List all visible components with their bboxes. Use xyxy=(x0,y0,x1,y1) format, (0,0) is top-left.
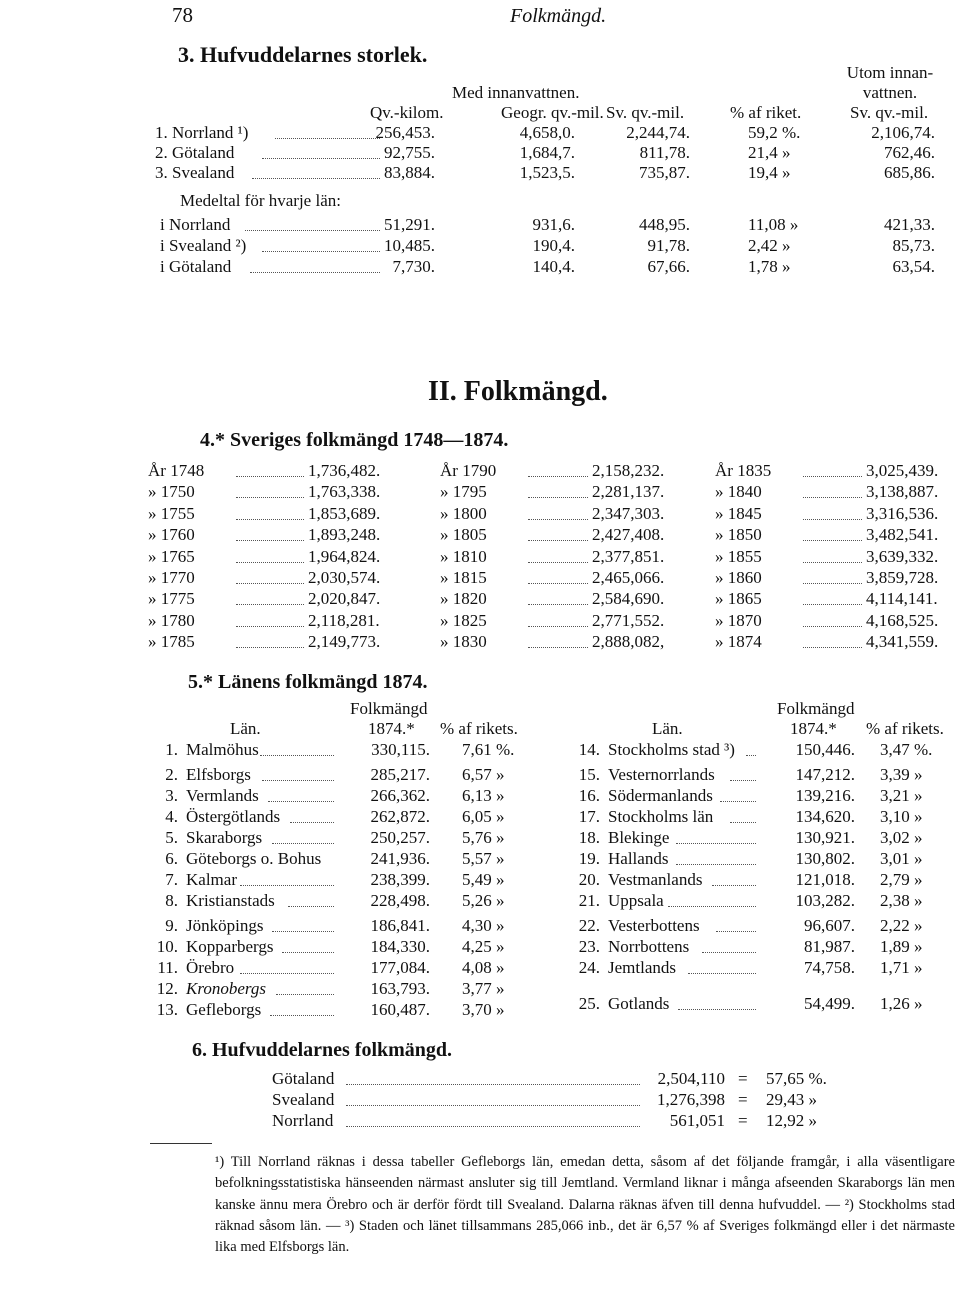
lan-pct: 2,22 » xyxy=(880,916,923,935)
head-lan-left: Län. xyxy=(230,719,261,738)
year-label: » 1770 xyxy=(148,568,195,587)
cell-qv-kilom: 83,884. xyxy=(384,163,435,182)
lan-name: Göteborgs o. Bohus xyxy=(186,849,322,868)
lan-pct: 3,47 %. xyxy=(880,740,933,759)
lan-name: Hallands xyxy=(608,849,669,868)
lan-number: 4. xyxy=(165,807,178,826)
year-label: » 1865 xyxy=(715,589,762,609)
leader-dots xyxy=(236,497,304,498)
leader-dots xyxy=(236,519,304,520)
year-label: » 1840 xyxy=(715,482,762,502)
year-label: » 1815 xyxy=(440,568,487,587)
equals-sign: = xyxy=(738,1069,748,1088)
year-label: » 1805 xyxy=(440,525,487,545)
lan-population: 96,607. xyxy=(804,916,855,935)
leader-dots xyxy=(803,540,862,541)
equals-sign: = xyxy=(738,1111,748,1130)
region-population: 2,504,110 xyxy=(657,1069,725,1088)
region-name: Norrland xyxy=(272,1111,334,1130)
footnote-rule xyxy=(150,1143,212,1144)
lan-population: 241,936. xyxy=(370,849,430,868)
leader-dots xyxy=(676,843,756,844)
cell-utom-sv-qv-mil: 2,106,74. xyxy=(871,123,935,142)
population-value: 2,158,232. xyxy=(592,461,665,480)
lan-pct: 5,26 » xyxy=(462,891,505,910)
leader-dots xyxy=(236,583,304,584)
population-value: 3,316,536. xyxy=(866,503,939,523)
leader-dots xyxy=(346,1084,640,1085)
lan-name: Kronobergs xyxy=(186,979,266,998)
lan-pct: 3,70 » xyxy=(462,1000,505,1019)
lan-population: 81,987. xyxy=(804,937,855,956)
cell-utom-sv-qv-mil: 762,46. xyxy=(884,143,935,162)
lan-name: Elfsborgs xyxy=(186,765,251,784)
lan-name: Stockholms län xyxy=(608,807,714,826)
leader-dots xyxy=(803,476,862,477)
leader-dots xyxy=(676,864,756,865)
cell-geogr-qv-mil: 140,4. xyxy=(532,257,575,276)
year-label: » 1850 xyxy=(715,525,762,545)
lan-name: Gefleborgs xyxy=(186,1000,262,1019)
population-value: 2,465,066. xyxy=(592,568,665,587)
lan-population: 262,872. xyxy=(370,807,430,826)
head-year-right: 1874.* xyxy=(790,719,837,738)
running-title: Folkmängd. xyxy=(510,5,607,27)
lan-name: Vesternorrlands xyxy=(608,765,715,784)
lan-pct: 3,01 » xyxy=(880,849,923,868)
cell-pct-riket: 21,4 » xyxy=(748,143,791,162)
year-label: » 1785 xyxy=(148,632,195,652)
year-label: » 1874 xyxy=(715,632,762,652)
head-year-left: 1874.* xyxy=(368,719,415,738)
column-header: Sv. qv.-mil. xyxy=(850,103,929,122)
lan-name: Örebro xyxy=(186,958,235,977)
lan-population: 266,362. xyxy=(370,786,430,805)
year-label: » 1800 xyxy=(440,503,487,523)
cell-sv-qv-mil: 91,78. xyxy=(647,236,690,255)
lan-population: 177,084. xyxy=(370,958,430,977)
leader-dots xyxy=(528,519,588,520)
cell-pct-riket: 11,08 » xyxy=(748,215,799,234)
lan-population: 134,620. xyxy=(795,807,855,826)
lan-pct: 5,49 » xyxy=(462,870,505,889)
lan-number: 23. xyxy=(578,937,600,956)
year-label: » 1775 xyxy=(148,589,195,609)
leader-dots xyxy=(668,906,756,907)
lan-pct: 3,39 » xyxy=(880,765,923,784)
lan-number: 14. xyxy=(578,740,600,759)
population-value: 1,893,248. xyxy=(308,525,381,545)
population-value: 1,736,482. xyxy=(308,461,381,480)
leader-dots xyxy=(803,583,862,584)
year-label: » 1760 xyxy=(148,525,195,545)
lan-pct: 5,76 » xyxy=(462,828,505,847)
lan-pct: 3,21 » xyxy=(880,786,923,805)
header-med-innanvattnen: Med innanvattnen. xyxy=(452,83,580,102)
leader-dots xyxy=(236,647,304,648)
cell-geogr-qv-mil: 1,684,7. xyxy=(519,143,575,162)
footnote: ¹) Till Norrland räknas i dessa tabeller Gefleborgs län, emedan detta, såsom af det följande framgår, i alla väsentligare befolkningsstatistiska hänseenden närmast ansluter sig till Jemtland. Vermland liknar i många afseenden Skaraborgs län men kanske ännu mera Örebro och är derför fördt till Svealand. Dalarna räknas äfven till denna hufvuddel. — ²) Stockholms stad räknad såsom län. — ³) Staden och länet tillsammans 285,066 inb., det är 6,57 % af Sveriges folkmängd eller i det närmaste lika med Elfsborgs län. xyxy=(215,1154,955,1256)
population-value: 2,118,281. xyxy=(308,610,380,630)
lan-pct: 3,02 » xyxy=(880,828,923,847)
leader-dots xyxy=(528,647,588,648)
cell-geogr-qv-mil: 190,4. xyxy=(532,236,575,255)
year-label: År 1790 xyxy=(440,461,497,480)
cell-utom-sv-qv-mil: 63,54. xyxy=(892,257,935,276)
lan-name: Kristianstads xyxy=(186,891,275,910)
leader-dots xyxy=(528,476,588,477)
year-label: » 1755 xyxy=(148,503,195,523)
lan-name: Stockholms stad ³) xyxy=(608,740,735,759)
year-label: » 1765 xyxy=(148,546,195,566)
population-value: 4,341,559. xyxy=(866,632,939,652)
section-3-title: 3. Hufvuddelarnes storlek. xyxy=(178,42,428,67)
cell-sv-qv-mil: 448,95. xyxy=(639,215,690,234)
lan-name: Vestmanlands xyxy=(608,870,703,889)
page-number: 78 xyxy=(172,3,193,27)
population-value: 2,149,773. xyxy=(308,632,381,652)
cell-sv-qv-mil: 67,66. xyxy=(647,257,690,276)
region-pct: 57,65 %. xyxy=(766,1069,827,1088)
lan-pct: 6,13 » xyxy=(462,786,505,805)
region-population: 1,276,398 xyxy=(657,1090,725,1109)
lan-number: 12. xyxy=(156,979,178,998)
lan-pct: 4,25 » xyxy=(462,937,505,956)
leader-dots xyxy=(346,1105,640,1106)
lan-pct: 4,30 » xyxy=(462,916,505,935)
leader-dots xyxy=(528,604,588,605)
region-name: Götaland xyxy=(272,1069,335,1088)
lan-population: 238,399. xyxy=(370,870,430,889)
population-value: 2,281,137. xyxy=(592,482,665,502)
leader-dots xyxy=(803,497,862,498)
head-lan-right: Län. xyxy=(652,719,683,738)
cell-pct-riket: 1,78 » xyxy=(748,257,791,276)
population-value: 2,771,552. xyxy=(592,610,665,630)
lan-number: 7. xyxy=(165,870,178,889)
section-5-title: 5.* Länens folkmängd 1874. xyxy=(188,671,428,693)
head-pct-left: % af rikets. xyxy=(440,719,518,738)
lan-population: 163,793. xyxy=(370,979,430,998)
lan-pct: 1,71 » xyxy=(880,958,923,977)
cell-sv-qv-mil: 735,87. xyxy=(639,163,690,182)
lan-name: Gotlands xyxy=(608,994,670,1013)
region-population: 561,051 xyxy=(669,1111,725,1130)
lan-number: 5. xyxy=(165,828,178,847)
lan-number: 13. xyxy=(156,1000,178,1019)
population-value: 4,114,141. xyxy=(866,589,938,609)
lan-number: 21. xyxy=(578,891,600,910)
lan-pct: 3,77 » xyxy=(462,979,505,998)
lan-pct: 2,79 » xyxy=(880,870,923,889)
cell-qv-kilom: 256,453. xyxy=(375,123,435,142)
population-value: 3,138,887. xyxy=(866,482,939,502)
population-value: 3,482,541. xyxy=(866,525,939,545)
lan-number: 17. xyxy=(578,807,600,826)
year-label: » 1820 xyxy=(440,589,487,609)
leader-dots xyxy=(803,626,862,627)
leader-dots xyxy=(528,497,588,498)
lan-number: 20. xyxy=(578,870,600,889)
lan-pct: 7,61 %. xyxy=(462,740,515,759)
population-value: 1,853,689. xyxy=(308,503,381,523)
year-label: År 1748 xyxy=(148,461,205,480)
lan-population: 228,498. xyxy=(370,891,430,910)
lan-number: 16. xyxy=(578,786,600,805)
year-label: » 1825 xyxy=(440,610,487,630)
row-label: 3. Svealand xyxy=(155,163,235,182)
population-value: 2,030,574. xyxy=(308,568,381,587)
leader-dots xyxy=(803,604,862,605)
mean-row-label: i Norrland xyxy=(160,215,231,234)
mean-row-label: i Götaland xyxy=(160,257,232,276)
year-label: » 1845 xyxy=(715,503,762,523)
lan-pct: 1,89 » xyxy=(880,937,923,956)
leader-dots xyxy=(803,519,862,520)
lan-name: Södermanlands xyxy=(608,786,713,805)
lan-number: 18. xyxy=(578,828,600,847)
leader-dots xyxy=(803,562,862,563)
header-utom-2: vattnen. xyxy=(862,83,918,102)
lan-population: 54,499. xyxy=(804,994,855,1013)
lan-population: 130,802. xyxy=(795,849,855,868)
lan-name: Vermlands xyxy=(186,786,259,805)
population-value: 2,020,847. xyxy=(308,589,381,609)
header-utom-1: Utom innan- xyxy=(846,63,934,82)
lan-population: 139,216. xyxy=(795,786,855,805)
lan-number: 1. xyxy=(165,740,178,759)
lan-name: Skaraborgs xyxy=(186,828,263,847)
year-label: » 1870 xyxy=(715,610,762,630)
column-header: Geogr. qv.-mil. xyxy=(501,103,604,122)
lan-pct: 5,57 » xyxy=(462,849,505,868)
lan-pct: 3,10 » xyxy=(880,807,923,826)
year-label: » 1830 xyxy=(440,632,487,652)
year-label: » 1810 xyxy=(440,546,487,566)
lan-population: 147,212. xyxy=(795,765,855,784)
cell-qv-kilom: 10,485. xyxy=(384,236,435,255)
lan-population: 186,841. xyxy=(370,916,430,935)
row-label: 1. Norrland ¹) xyxy=(155,123,249,142)
population-value: 1,964,824. xyxy=(308,546,381,566)
subheading-medeltal: Medeltal för hvarje län: xyxy=(180,191,341,210)
lan-name: Uppsala xyxy=(608,891,664,910)
leader-dots xyxy=(236,476,304,477)
equals-sign: = xyxy=(738,1090,748,1109)
lan-name: Vesterbottens xyxy=(608,916,700,935)
cell-qv-kilom: 51,291. xyxy=(384,215,435,234)
population-value: 2,347,303. xyxy=(592,503,665,523)
leader-dots xyxy=(528,626,588,627)
cell-geogr-qv-mil: 4,658,0. xyxy=(519,123,575,142)
population-value: 4,168,525. xyxy=(866,610,939,630)
lan-number: 11. xyxy=(157,958,178,977)
lan-pct: 4,08 » xyxy=(462,958,505,977)
lan-population: 121,018. xyxy=(795,870,855,889)
lan-number: 10. xyxy=(156,937,178,956)
leader-dots xyxy=(528,583,588,584)
lan-name: Östergötlands xyxy=(186,807,281,826)
lan-number: 22. xyxy=(578,916,600,935)
lan-pct: 6,05 » xyxy=(462,807,505,826)
region-pct: 29,43 » xyxy=(766,1090,817,1109)
section-4-title: 4.* Sveriges folkmängd 1748—1874. xyxy=(200,429,509,451)
year-label: » 1750 xyxy=(148,482,195,502)
lan-pct: 6,57 » xyxy=(462,765,505,784)
lan-population: 160,487. xyxy=(370,1000,430,1019)
lan-population: 330,115. xyxy=(371,740,430,759)
population-value: 2,888,082, xyxy=(592,632,665,652)
lan-population: 150,446. xyxy=(795,740,855,759)
head-pct-right: % af rikets. xyxy=(866,719,944,738)
lan-population: 250,257. xyxy=(370,828,430,847)
lan-population: 285,217. xyxy=(370,765,430,784)
lan-number: 24. xyxy=(578,958,600,977)
lan-pct: 1,26 » xyxy=(880,994,923,1013)
population-value: 3,025,439. xyxy=(866,461,939,480)
cell-geogr-qv-mil: 1,523,5. xyxy=(519,163,575,182)
year-label: » 1855 xyxy=(715,546,762,566)
section-6-title: 6. Hufvuddelarnes folkmängd. xyxy=(192,1039,453,1061)
cell-sv-qv-mil: 811,78. xyxy=(639,143,690,162)
year-label: » 1860 xyxy=(715,568,762,587)
lan-name: Blekinge xyxy=(608,828,670,847)
cell-utom-sv-qv-mil: 85,73. xyxy=(892,236,935,255)
population-value: 3,639,332. xyxy=(866,546,939,566)
region-pct: 12,92 » xyxy=(766,1111,817,1130)
lan-number: 3. xyxy=(165,786,178,805)
leader-dots xyxy=(346,1126,640,1127)
population-value: 2,427,408. xyxy=(592,525,665,545)
population-value: 1,763,338. xyxy=(308,482,381,502)
population-value: 3,859,728. xyxy=(866,568,939,587)
lan-name: Jemtlands xyxy=(608,958,676,977)
cell-pct-riket: 19,4 » xyxy=(748,163,791,182)
lan-name: Jönköpings xyxy=(186,916,264,935)
head-folkmangd-right: Folkmängd xyxy=(777,699,855,718)
leader-dots xyxy=(803,647,862,648)
lan-population: 74,758. xyxy=(804,958,855,977)
cell-utom-sv-qv-mil: 685,86. xyxy=(884,163,935,182)
cell-pct-riket: 59,2 %. xyxy=(748,123,801,142)
leader-dots xyxy=(236,626,304,627)
leader-dots xyxy=(236,540,304,541)
row-label: 2. Götaland xyxy=(155,143,235,162)
lan-name: Norrbottens xyxy=(608,937,690,956)
lan-population: 130,921. xyxy=(795,828,855,847)
mean-row-label: i Svealand ²) xyxy=(160,236,247,255)
lan-number: 25. xyxy=(578,994,600,1013)
lan-name: Kopparbergs xyxy=(186,937,274,956)
lan-pct: 2,38 » xyxy=(880,891,923,910)
cell-utom-sv-qv-mil: 421,33. xyxy=(884,215,935,234)
column-header: Sv. qv.-mil. xyxy=(606,103,685,122)
cell-qv-kilom: 92,755. xyxy=(384,143,435,162)
cell-qv-kilom: 7,730. xyxy=(392,257,435,276)
region-name: Svealand xyxy=(272,1090,335,1109)
year-label: » 1780 xyxy=(148,610,195,630)
cell-sv-qv-mil: 2,244,74. xyxy=(626,123,690,142)
leader-dots xyxy=(528,540,588,541)
year-label: År 1835 xyxy=(715,461,772,480)
population-value: 2,377,851. xyxy=(592,546,665,566)
population-value: 2,584,690. xyxy=(592,589,665,609)
leader-dots xyxy=(236,604,304,605)
cell-geogr-qv-mil: 931,6. xyxy=(532,215,575,234)
cell-pct-riket: 2,42 » xyxy=(748,236,791,255)
lan-population: 103,282. xyxy=(795,891,855,910)
lan-number: 15. xyxy=(578,765,600,784)
column-header: % af riket. xyxy=(730,103,802,122)
year-label: » 1795 xyxy=(440,482,487,502)
lan-name: Malmöhus xyxy=(186,740,259,759)
lan-name: Kalmar xyxy=(186,870,237,889)
lan-population: 184,330. xyxy=(370,937,430,956)
lan-number: 8. xyxy=(165,891,178,910)
lan-number: 6. xyxy=(165,849,178,868)
leader-dots xyxy=(236,562,304,563)
head-folkmangd-left: Folkmängd xyxy=(350,699,428,718)
leader-dots xyxy=(528,562,588,563)
lan-number: 9. xyxy=(165,916,178,935)
part-2-title: II. Folkmängd. xyxy=(428,376,608,407)
lan-number: 19. xyxy=(578,849,600,868)
column-header: Qv.-kilom. xyxy=(370,103,444,122)
lan-number: 2. xyxy=(165,765,178,784)
